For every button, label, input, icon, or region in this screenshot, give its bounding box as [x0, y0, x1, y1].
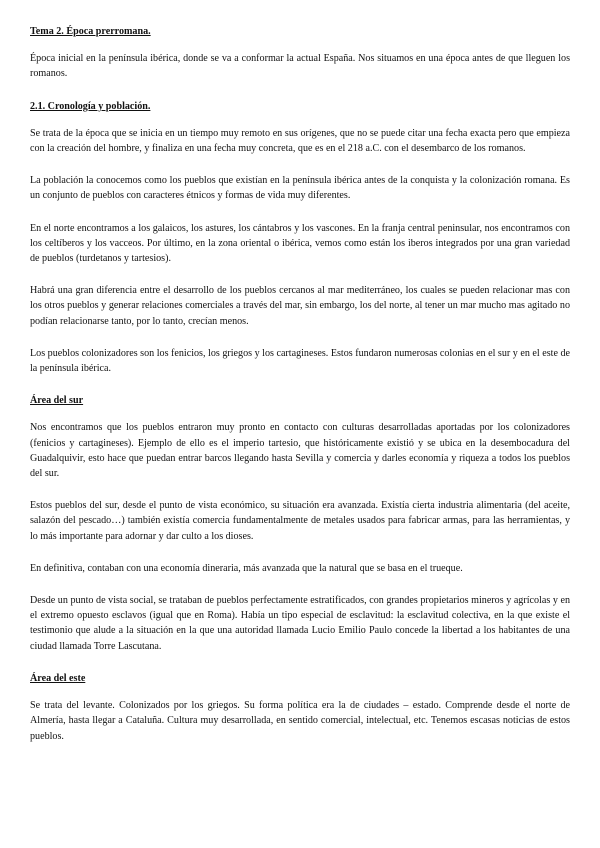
paragraph: En el norte encontramos a los galaicos, los astures, los cántabros y los vascones. En la franja central peninsular, nos encontramos con los celtíberos y los vacceos. Por último, en la zona oriental o ibérica, vemos como están los iberos integrados por una gran variedad de pueblos (turdetanos y tartesios).: [30, 222, 570, 265]
section-heading: Área del este: [30, 672, 86, 684]
paragraph: En definitiva, contaban con una economía dineraria, más avanzada que la natural que se basa en el trueque.: [30, 562, 463, 574]
paragraph: Estos pueblos del sur, desde el punto de vista económico, su situación era avanzada. Existía cierta industria alimentaria (del aceite, salazón del pescado…) también existía comercia fundamentalmente de metales usados para fabricar armas, para las herramientas, y lo más importante para adornar y dar culto a los dioses.: [30, 500, 570, 542]
paragraph: Los pueblos colonizadores son los fenicios, los griegos y los cartagineses. Estos fundaron numerosas colonias en el sur y en el este de la península ibérica.: [30, 347, 570, 375]
paragraph: Desde un punto de vista social, se trataban de pueblos perfectamente estratificados, con grandes propietarios mineros y agrícolas y en el extremo opuesto esclavos (igual que en Roma). Había un tipo especial de esclavitud: la esclavitud colectiva, en la que existe el testimonio que alude a la situación en la que una autoridad llamada Lucio Emilio Paulo concede la libertad a los habitantes de una ciudad llamada Torre Lascutana.: [30, 595, 570, 652]
document-title: Tema 2. Época prerromana.: [30, 26, 151, 37]
intro-paragraph: Época inicial en la península ibérica, donde se va a conformar la actual España. Nos situamos en una época antes de que lleguen los romanos.: [30, 53, 570, 80]
section-heading: Área del sur: [30, 395, 84, 407]
paragraph: Se trata de la época que se inicia en un tiempo muy remoto en sus orígenes, que no se puede citar una fecha exacta pero que empieza con la creación del hombre, y finaliza en una fecha muy concreta, que es en el 218 a.C. con el desembarco de los romanos.: [30, 127, 570, 155]
paragraph: La población la conocemos como los pueblos que existían en la península ibérica antes de la conquista y la colonización romana. Es un conjunto de pueblos con caracteres étnicos y formas de vida muy diferentes.: [30, 175, 570, 202]
paragraph: Se trata del levante. Colonizados por los griegos. Su forma política era la de ciudades – estado. Comprende desde el norte de Almería, hasta llegar a Cataluña. Cultura muy desarrollada, en sentido comercial, intelectual, etc. Tenemos escasas noticias de estos pueblos.: [30, 700, 570, 742]
section-cronologia: [30, 99, 570, 377]
paragraph: Nos encontramos que los pueblos entraron muy pronto en contacto con culturas desarrolladas aportadas por los colonizadores (fenicios y cartagineses). Ejemplo de ello es el imperio tartesio, que históricamente existió y se ubica en la desembocadura del Guadalquivir, esto hace que puedan entrar barcos llegando hasta Sevilla y comercia y darles economía y riqueza a todos los pueblos del sur.: [30, 422, 570, 480]
section-area-sur: [30, 393, 570, 654]
paragraph: Habrá una gran diferencia entre el desarrollo de los pueblos cercanos al mar mediterráneo, los cuales se pueden relacionar mas con los otros pueblos y generar relaciones comerciales a través del mar, sin embargo, los del norte, al tener un mar mucho mas agitado no podían relacionarse tanto, por lo tanto, crecían menos.: [30, 285, 570, 327]
section-heading: 2.1. Cronología y población.: [30, 100, 151, 112]
section-area-este: [30, 671, 570, 744]
